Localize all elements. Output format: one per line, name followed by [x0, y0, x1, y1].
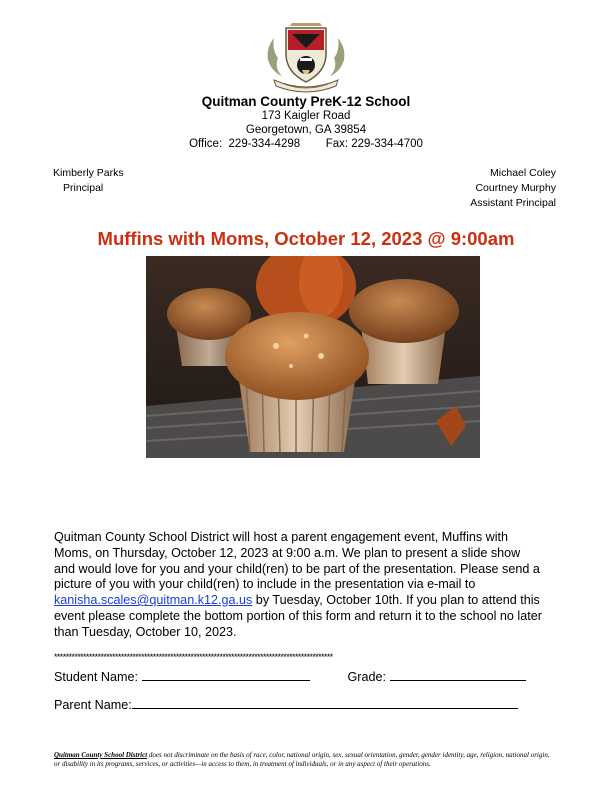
student-name-label: Student Name: — [54, 670, 142, 684]
event-description — [54, 530, 544, 641]
phone-fax-line — [0, 138, 612, 150]
muffins-photo — [146, 256, 480, 458]
principal-name: Kimberly Parks — [53, 167, 124, 179]
principal-block — [53, 166, 124, 196]
cut-line-divider: ************************************************************************************************ — [54, 652, 333, 662]
assistant-principal-name-1: Michael Coley — [490, 167, 556, 179]
principal-title: Principal — [63, 182, 104, 194]
grade-label: Grade: — [347, 670, 390, 684]
assistant-principal-title: Assistant Principal — [470, 197, 556, 209]
school-name: Quitman County PreK-12 School — [201, 94, 411, 109]
parent-row — [54, 696, 518, 712]
fax-number: Fax: 229-334-4700 — [325, 138, 423, 150]
event-title: Muffins with Moms, October 12, 2023 @ 9:00am — [97, 228, 515, 249]
address-line-1: 173 Kaigler Road — [261, 110, 351, 122]
school-crest-icon — [262, 20, 350, 94]
assistant-principal-name-2: Courtney Murphy — [475, 182, 556, 194]
address-line-2: Georgetown, GA 39854 — [245, 124, 367, 136]
student-grade-row — [54, 668, 526, 684]
description-part-1: Quitman County School District will host a parent engagement event, Muffins with Moms, on Thursday, October 12, 2023 at 9:00 a.m. We plan to present a slide show and would love for you and your child(ren) to be part of the presentation. Please send a picture of you with your child(ren) to include in the presentation via e-mail to — [54, 530, 540, 592]
district-name: Quitman County School District — [54, 751, 148, 759]
description-part-2: by Tuesday, October 10th. If you plan to attend this event please complete the bottom portion of this form and return it to the school no later than Tuesday, October 10, 2023. — [54, 593, 542, 639]
nondiscrimination-notice — [54, 751, 554, 769]
email-link[interactable]: kanisha.scales@quitman.k12.ga.us — [54, 593, 253, 608]
assistant-principal-block — [470, 166, 556, 211]
office-phone: Office: 229-334-4298 — [189, 138, 301, 150]
parent-name-field[interactable] — [132, 696, 518, 709]
parent-name-label: Parent Name: — [54, 698, 132, 712]
notice-text: does not discriminate on the basis of race, color, national origin, sex, sexual orientation, gender, gender identity, age, religion, national origin, or disability in its programs, services, or activities—in access to them, in treatment of individuals, or in any aspect of their operations. — [54, 751, 550, 768]
grade-field[interactable] — [390, 668, 526, 681]
student-name-field[interactable] — [142, 668, 310, 681]
